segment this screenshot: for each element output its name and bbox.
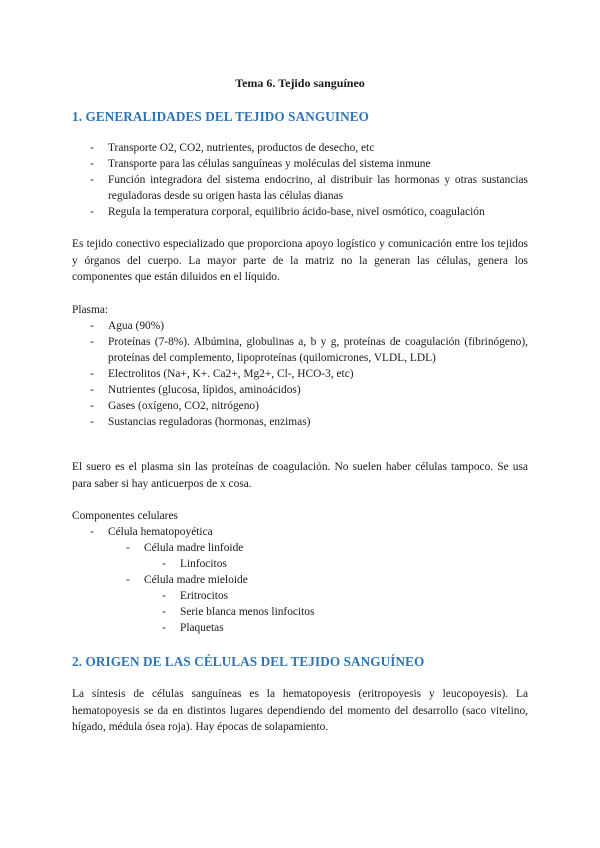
list-dash: -: [126, 574, 130, 586]
list-dash: -: [90, 206, 94, 218]
components-label: Componentes celulares: [72, 510, 178, 522]
list-dash: -: [90, 400, 94, 412]
section-1-heading: 1. GENERALIDADES DEL TEJIDO SANGUINEO: [72, 109, 369, 124]
components-tree: [72, 524, 528, 636]
serum-paragraph: El suero es el plasma sin las proteínas de coagulación. No suelen haber células tampoco. Se usa para saber si hay anticuerpos de x cosa.: [72, 461, 528, 490]
list-item: - Proteínas (7-8%). Albúmina, globulinas a, b y g, proteínas de coagulación (fibrinógeno), proteínas del complemento, lipoproteínas (quilomicrones, VLDL, LDL): [90, 336, 528, 364]
list-dash: -: [126, 542, 130, 554]
document-title: Tema 6. Tejido sanguíneo: [235, 76, 365, 90]
list-item: - Sustancias reguladoras (hormonas, enzimas): [90, 416, 311, 428]
tree-item-leaf: - Linfocitos: [162, 558, 227, 570]
list-dash: -: [90, 384, 94, 396]
list-dash: -: [90, 368, 94, 380]
list-item: - Gases (oxígeno, CO2, nitrógeno): [90, 400, 259, 412]
tree-item-leaf: - Serie blanca menos linfocitos: [162, 606, 315, 618]
list-dash: -: [162, 590, 166, 602]
list-item: - Regula la temperatura corporal, equilibrio ácido-base, nivel osmótico, coagulación: [90, 206, 485, 218]
list-dash: -: [162, 622, 166, 634]
tree-item-root: - Célula hematopoyética: [90, 526, 213, 538]
list-item: - Transporte O2, CO2, nutrientes, productos de desecho, etc: [90, 142, 375, 154]
list-item: - Función integradora del sistema endocrino, al distribuir las hormonas y otras sustancias reguladoras desde su origen hasta las células dianas: [90, 174, 528, 202]
tree-item-leaf: - Plaquetas: [162, 622, 224, 634]
list-dash: -: [90, 416, 94, 428]
tree-item-myeloid: - Célula madre mieloide: [126, 574, 248, 586]
list-dash: -: [90, 158, 94, 170]
list-item: - Nutrientes (glucosa, lípidos, aminoácidos): [90, 384, 301, 396]
tree-item-leaf: - Eritrocitos: [162, 590, 229, 602]
functions-list: [72, 140, 528, 220]
list-dash: -: [90, 526, 94, 538]
list-dash: -: [90, 336, 94, 348]
list-item: - Transporte para las células sanguíneas y moléculas del sistema inmune: [90, 158, 431, 170]
plasma-list: [72, 318, 528, 430]
list-dash: -: [162, 606, 166, 618]
plasma-label: Plasma:: [72, 304, 109, 316]
list-dash: -: [90, 142, 94, 154]
intro-paragraph: Es tejido conectivo especializado que proporciona apoyo logístico y comunicación entre los tejidos y órganos del cuerpo. La mayor parte de la matriz no la generan las células, genera los componentes que están diluidos en el líquido.: [72, 238, 528, 283]
hematopoiesis-paragraph: La síntesis de células sanguíneas es la hematopoyesis (eritropoyesis y leucopoyesis). La hematopoyesis se da en distintos lugares dependiendo del momento del desarrollo (saco vitelino, hígado, médula ósea roja). Hay épocas de solapamiento.: [72, 688, 528, 733]
list-item: - Electrolitos (Na+, K+. Ca2+, Mg2+, Cl-, HCO-3, etc): [90, 368, 354, 380]
tree-item-lymphoid: - Célula madre linfoide: [126, 542, 244, 554]
list-dash: -: [90, 174, 94, 186]
list-item: - Agua (90%): [90, 320, 164, 332]
list-dash: -: [90, 320, 94, 332]
section-2-heading: 2. ORIGEN DE LAS CÉLULAS DEL TEJIDO SANGUÍNEO: [72, 654, 425, 669]
list-dash: -: [162, 558, 166, 570]
